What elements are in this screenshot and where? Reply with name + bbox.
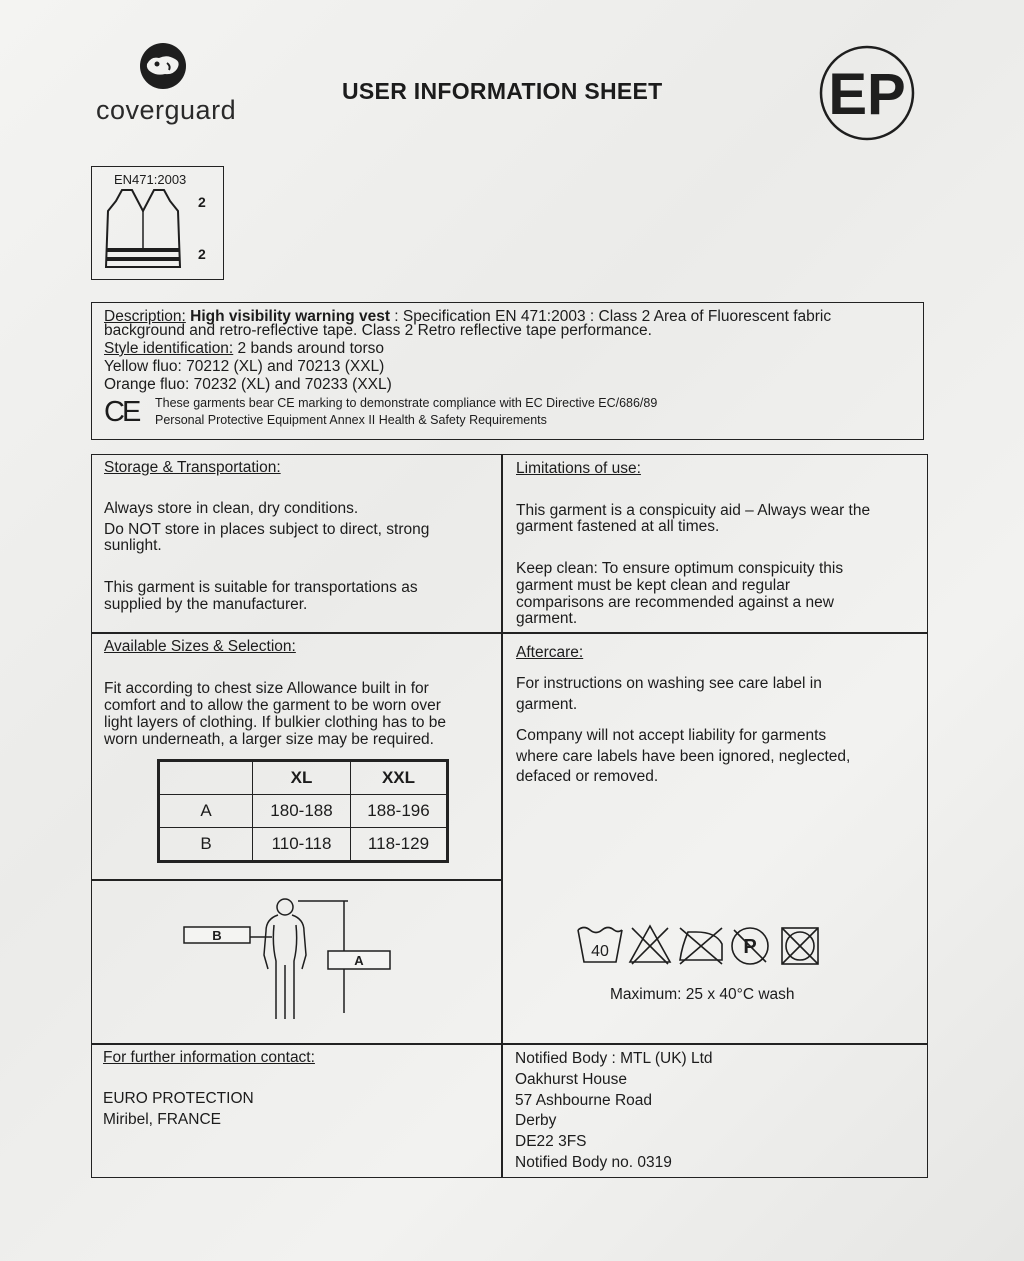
storage-p1: Always store in clean, dry conditions. <box>104 500 359 517</box>
no-tumble-dry-icon <box>782 928 818 964</box>
wash-temp: 40 <box>591 943 609 960</box>
aftercare-p1b: garment. <box>516 696 578 713</box>
figure-label-b: B <box>212 928 222 943</box>
contact-company: EURO PROTECTION <box>103 1090 254 1107</box>
size-table <box>157 759 449 863</box>
limitations-p2b: garment must be kept clean and regular <box>516 577 790 594</box>
bull-logo-icon <box>137 42 189 90</box>
class-bottom: 2 <box>198 246 206 262</box>
size-table-corner <box>159 761 253 795</box>
aftercare-p1a: For instructions on washing see care label in <box>516 675 822 692</box>
spec-line1: : Specification EN 471:2003 : Class 2 Area of Fluorescent fabric <box>389 308 832 325</box>
ce-mark: CE <box>104 396 139 428</box>
table-row <box>159 828 448 862</box>
body-measurement-figure <box>180 895 395 1025</box>
ce-line2: Personal Protective Equipment Annex II Health & Safety Requirements <box>155 413 547 427</box>
notified-l4: Derby <box>515 1112 557 1129</box>
notified-l5: DE22 3FS <box>515 1133 587 1150</box>
notified-l6: Notified Body no. 0319 <box>515 1154 672 1171</box>
notified-l3: 57 Ashbourne Road <box>515 1092 653 1109</box>
no-bleach-icon <box>630 926 670 964</box>
limitations-p2c: comparisons are recommended against a new <box>516 594 834 611</box>
style-label: Style identification: <box>104 340 234 357</box>
size-cell: 188-196 <box>351 795 448 828</box>
ep-logo-icon <box>818 44 916 142</box>
no-iron-icon <box>680 928 722 964</box>
notified-l2: Oakhurst House <box>515 1071 627 1088</box>
class-top: 2 <box>198 194 206 210</box>
ce-line1: These garments bear CE marking to demonstrate compliance with EC Directive EC/686/89 <box>155 396 658 410</box>
sizes-l2: comfort and to allow the garment to be worn over <box>104 697 441 714</box>
orange-line: Orange fluo: 70232 (XL) and 70233 (XXL) <box>104 376 392 393</box>
product-name: High visibility warning vest <box>190 308 390 325</box>
size-cell: 110-118 <box>253 828 351 862</box>
sizes-heading: Available Sizes & Selection: <box>104 638 296 655</box>
description-label: Description: <box>104 308 186 325</box>
size-row-label: B <box>159 828 253 862</box>
max-wash: Maximum: 25 x 40°C wash <box>610 986 795 1003</box>
care-symbols <box>576 922 822 968</box>
aftercare-p2a: Company will not accept liability for garments <box>516 727 827 744</box>
size-cell: 180-188 <box>253 795 351 828</box>
grid-row-divider-1 <box>91 632 928 634</box>
contact-location: Miribel, FRANCE <box>103 1111 221 1128</box>
table-row <box>159 795 448 828</box>
storage-p2a: Do NOT store in places subject to direct, strong <box>104 521 430 538</box>
aftercare-p2c: defaced or removed. <box>516 768 659 785</box>
storage-p3b: supplied by the manufacturer. <box>104 596 308 613</box>
grid-row-divider-2 <box>91 1043 928 1045</box>
limitations-p2d: garment. <box>516 610 578 627</box>
page-title: USER INFORMATION SHEET <box>342 78 663 104</box>
grid-row-divider-left <box>91 879 502 881</box>
standard-code: EN471:2003 <box>114 172 187 187</box>
sizes-l1: Fit according to chest size Allowance built in for <box>104 680 429 697</box>
brand-name: coverguard <box>96 95 237 125</box>
size-header-xl: XL <box>253 761 351 795</box>
limitations-p1a: This garment is a conspicuity aid – Always wear the <box>516 502 871 519</box>
size-table-header-row <box>159 761 448 795</box>
figure-label-a: A <box>354 953 364 968</box>
size-header-xxl: XXL <box>351 761 448 795</box>
size-cell: 118-129 <box>351 828 448 862</box>
style-value: 2 bands around torso <box>233 340 385 357</box>
spec-line2: background and retro-reflective tape. Class 2 Retro reflective tape performance. <box>104 322 652 339</box>
ep-logo-text: EP <box>828 62 906 127</box>
size-row-label: A <box>159 795 253 828</box>
sizes-l4: worn underneath, a larger size may be required. <box>104 731 434 748</box>
style-line <box>104 340 384 357</box>
yellow-line: Yellow fluo: 70212 (XL) and 70213 (XXL) <box>104 358 385 375</box>
vest-pictogram-icon <box>102 187 184 271</box>
sizes-l3: light layers of clothing. If bulkier clothing has to be <box>104 714 447 731</box>
limitations-heading: Limitations of use: <box>516 460 641 477</box>
limitations-p2a: Keep clean: To ensure optimum conspicuity this <box>516 560 844 577</box>
dry-clean-letter: P <box>743 936 757 958</box>
storage-heading: Storage & Transportation: <box>104 459 281 476</box>
grid-vertical-divider <box>501 454 503 1178</box>
storage-p2b: sunlight. <box>104 537 162 554</box>
storage-p3a: This garment is suitable for transportations as <box>104 579 418 596</box>
contact-heading: For further information contact: <box>103 1049 315 1066</box>
aftercare-heading: Aftercare: <box>516 644 584 661</box>
limitations-p1b: garment fastened at all times. <box>516 518 720 535</box>
notified-l1: Notified Body : MTL (UK) Ltd <box>515 1050 713 1067</box>
aftercare-p2b: where care labels have been ignored, neglected, <box>516 748 851 765</box>
